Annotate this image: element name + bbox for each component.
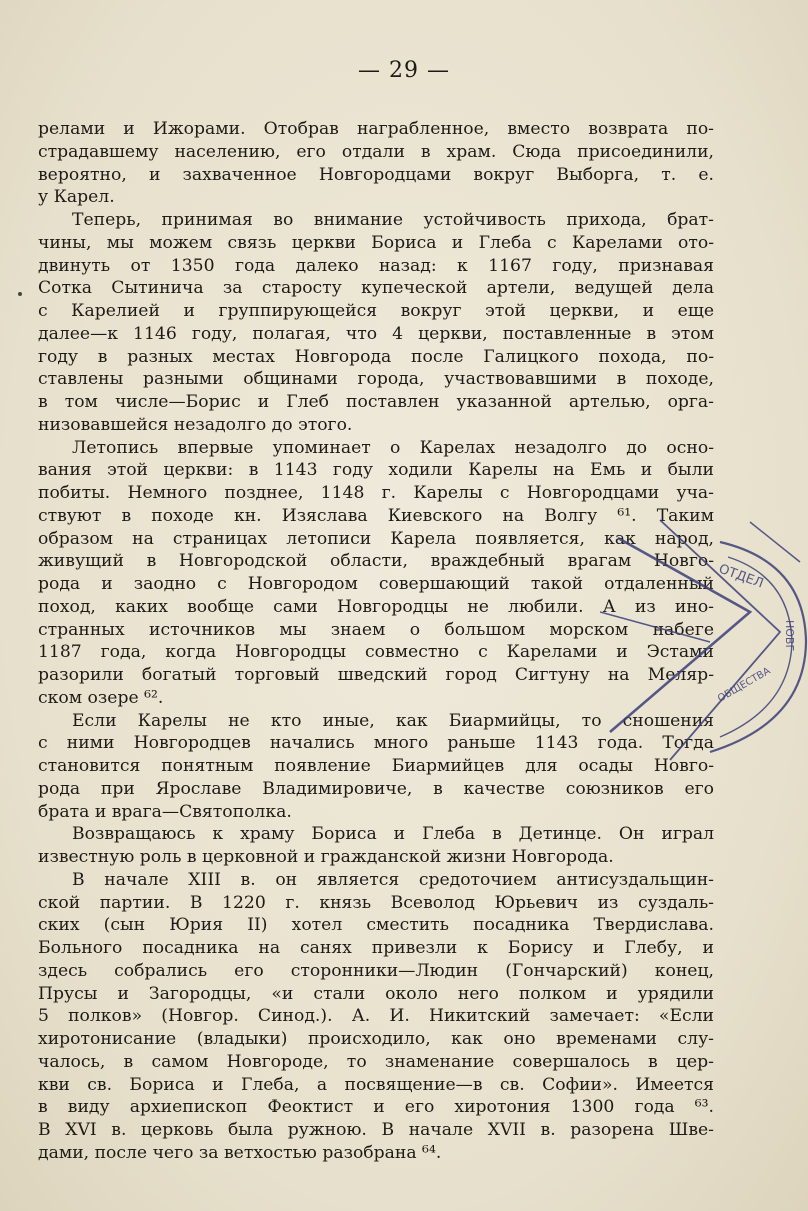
library-stamp [600, 502, 808, 772]
text-line: вания этой церкви: в 1143 году ходили Карелы на Емь и были [38, 460, 714, 481]
text-line: Возвращаюсь к храму Бориса и Глеба в Детинце. Он играл [72, 824, 714, 845]
text-line: Прусы и Загородцы, «и стали около него полком и урядили [38, 983, 714, 1004]
text-line: хиротонисание (владыки) происходило, как оно временами слу- [38, 1029, 714, 1049]
text-line: у Карел. [38, 187, 115, 208]
text-line: году в разных местах Новгорода после Галицкого похода, по- [38, 346, 714, 367]
text-line: рода и заодно с Новгородом совершающий такой отдаленный [38, 574, 714, 594]
stamp-text-right: НОВГ [783, 620, 796, 652]
text-line: Если Карелы не кто иные, как Биармийцы, то сношения [72, 710, 714, 731]
paragraph [38, 823, 714, 869]
text-line: ской партии. В 1220 г. князь Всеволод Юрьевич из суздаль- [38, 892, 714, 913]
stamp-text-top: ОТДЕЛ [716, 561, 766, 592]
stamp-text-bottom: ОБЩЕСТВА [716, 665, 773, 705]
text-line: Больного посадника на санях привезли к Борису и Глебу, и [38, 938, 714, 958]
text-line: брата и врага—Святополка. [38, 801, 292, 822]
text-line: образом на страницах летописи Карела появляется, как народ, [38, 528, 714, 549]
text-line: Летопись впервые упоминает о Карелах незадолго до осно- [72, 437, 714, 458]
text-line: релами и Ижорами. Отобрав награбленное, вместо возврата по- [38, 119, 714, 139]
text-line: низовавшейся незадолго до этого. [38, 414, 353, 435]
text-line: в том числе—Борис и Глеб поставлен указанной артелью, орга- [38, 392, 714, 412]
text-line: в виду архиепископ Феоктист и его хиротония 1300 года ⁶³. [38, 1097, 714, 1118]
text-line: ставлены разными общинами города, участвовавшими в походе, [38, 369, 714, 390]
text-line: 5 полков» (Новгор. Синод.). А. И. Никитский замечает: «Если [38, 1006, 714, 1027]
text-line: становится понятным появление Биармийцев для осады Новго- [38, 756, 714, 776]
text-line: поход, каких вообще сами Новгородцы не любили. А из ино- [38, 596, 714, 617]
text-line: разорили богатый торговый шведский город Сигтуну на Меляр- [38, 665, 714, 685]
text-line: известную роль в церковной и гражданской жизни Новгорода. [38, 847, 614, 867]
text-line: здесь собрались его сторонники—Людин (Гончарский) конец, [38, 960, 714, 981]
paragraph [38, 118, 714, 209]
page-number: — 29 — [358, 58, 450, 83]
text-line: странных источников мы знаем о большом морском набеге [38, 619, 714, 640]
text-line: чины, мы можем связь церкви Бориса и Глеба с Карелами ото- [38, 232, 714, 253]
text-line: 1187 года, когда Новгородцы совместно с Карелами и Эстами [38, 642, 714, 663]
text-line: Теперь, принимая во внимание устойчивость прихода, брат- [72, 210, 714, 230]
text-line: чалось, в самом Новгороде, то знаменание совершалось в цер- [38, 1051, 714, 1072]
text-line: ствуют в походе кн. Изяслава Киевского на Волгу ⁶¹. Таким [38, 505, 714, 526]
text-line: В XVI в. церковь была ружною. В начале XVII в. разорена Шве- [38, 1120, 714, 1140]
ink-speck [18, 292, 22, 296]
text-line: страдавшему населению, его отдали в храм. Сюда присоединили, [38, 141, 714, 162]
text-line: с Карелией и группирующейся вокруг этой церкви, и еще [38, 301, 714, 321]
text-line: побиты. Немного позднее, 1148 г. Карелы с Новгородцами уча- [38, 483, 714, 503]
text-line: рода при Ярославе Владимировиче, в качестве союзников его [38, 778, 714, 799]
text-line: далее—к 1146 году, полагая, что 4 церкви, поставленные в этом [38, 323, 714, 344]
text-line: кви св. Бориса и Глеба, а посвящение—в св. Софии». Имеется [38, 1074, 714, 1095]
text-line: В начале XIII в. он является средоточием антисуздальщин- [72, 869, 714, 890]
paragraph [38, 869, 714, 1165]
text-line: живущий в Новгородской области, враждебный врагам Новго- [38, 551, 714, 572]
text-line: с ними Новгородцев начались много раньше 1143 года. Тогда [38, 733, 714, 754]
text-line: вероятно, и захваченное Новгородцами вокруг Выборга, т. е. [38, 164, 714, 185]
text-line: Сотка Сытинича за старосту купеческой артели, ведущей дела [38, 278, 714, 299]
text-line: ском озере ⁶². [38, 687, 164, 708]
paragraph [38, 209, 714, 437]
text-line: двинуть от 1350 года далеко назад: к 1167 году, признавая [38, 255, 714, 276]
text-line: ских (сын Юрия II) хотел сместить посадника Твердислава. [38, 915, 714, 936]
text-line: дами, после чего за ветхостью разобрана ⁶⁴. [38, 1142, 442, 1163]
